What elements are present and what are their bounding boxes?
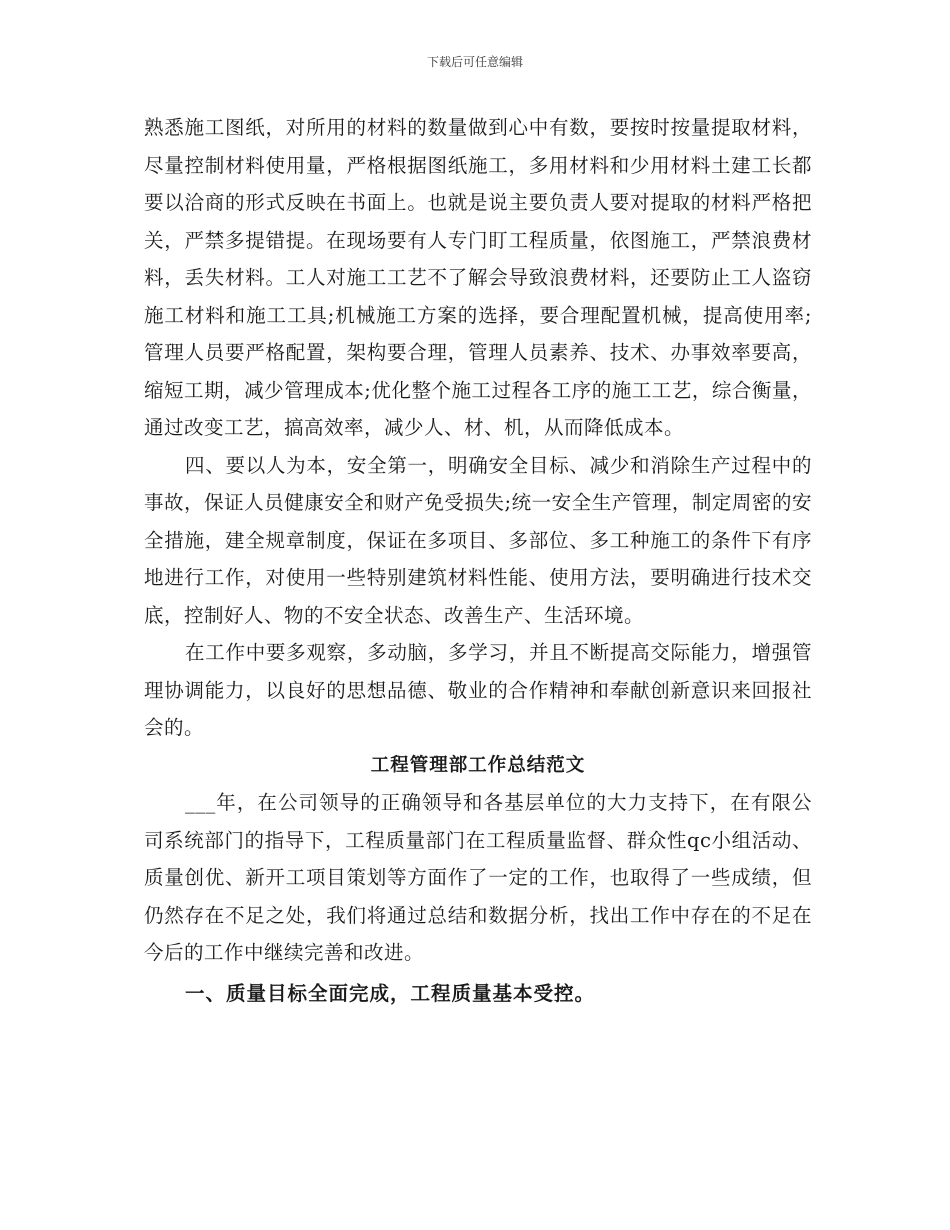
paragraph-summary-intro: ___年，在公司领导的正确领导和各基层单位的大力支持下，在有限公司系统部门的指导下，工程质量部门在工程质量监督、群众性qc小组活动、质量创优、新开工项目策划等方面作了一定的工作，也取得了一些成绩，但仍然存在不足之处，我们将通过总结和数据分析，找出工作中存在的不足在今后的工作中继续完善和改进。 <box>144 791 812 964</box>
section-heading-quality: 一、质量目标全面完成，工程质量基本受控。 <box>185 981 596 1005</box>
document-title: 工程管理部工作总结范文 <box>370 754 586 776</box>
paragraph-safety: 四、要以人为本，安全第一，明确安全目标、减少和消除生产过程中的事故，保证人员健康安全和财产免受损失;统一安全生产管理，制定周密的安全措施，建全规章制度，保证在多项目、多部位、多工种施工的条件下有序地进行工作，对使用一些特别建筑材料性能、使用方法，要明确进行技术交底，控制好人、物的不安全状态、改善生产、生活环境。 <box>144 453 812 627</box>
paragraph-conclusion: 在工作中要多观察，多动脑，多学习，并且不断提高交际能力，增强管理协调能力，以良好的思想品德、敬业的合作精神和奉献创新意识来回报社会的。 <box>144 641 812 739</box>
page-header-note: 下载后可任意编辑 <box>426 55 523 69</box>
paragraph-materials: 熟悉施工图纸，对所用的材料的数量做到心中有数，要按时按量提取材料，尽量控制材料使用量，严格根据图纸施工，多用材料和少用材料土建工长都要以洽商的形式反映在书面上。也就是说主要负责人要对提取的材料严格把关，严禁多提错提。在现场要有人专门盯工程质量，依图施工，严禁浪费材料，丢失材料。工人对施工工艺不了解会导致浪费材料，还要防止工人盗窃施工材料和施工工具;机械施工方案的选择，要合理配置机械，提高使用率;管理人员要严格配置，架构要合理，管理人员素养、技术、办事效率要高，缩短工期，减少管理成本;优化整个施工过程各工序的施工工艺，综合衡量，通过改变工艺，搞高效率，减少人、材、机，从而降低成本。 <box>144 116 812 439</box>
document-body <box>144 109 812 1016</box>
